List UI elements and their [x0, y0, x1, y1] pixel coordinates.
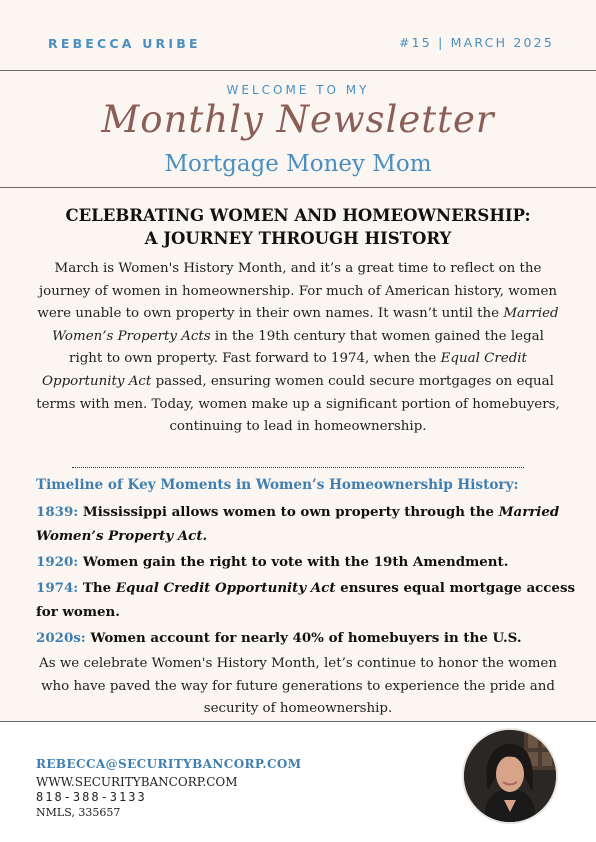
phone-number[interactable]: 818-388-3133 [36, 790, 147, 804]
newsletter-subtitle: Mortgage Money Mom [164, 151, 432, 177]
masthead-divider [0, 187, 596, 188]
timeline-text: Mississippi allows women to own property through the [78, 504, 499, 520]
timeline-emphasis: Married Women’s Property Act. [36, 504, 560, 544]
dotted-divider [72, 467, 524, 468]
article-headline [0, 204, 596, 250]
timeline-year: 1839: [36, 504, 79, 520]
timeline-heading: Timeline of Key Moments in Women’s Homeownership History: [36, 477, 519, 493]
author-name: REBECCA URIBE [48, 36, 201, 51]
timeline-year: 1974: [36, 580, 79, 596]
intro-text-1: March is Women's History Month, and it’s a great time to reflect on the journey of women in homeownership. For much of American history, women were unable to own property in their own names. It wasn’t until the [37, 261, 557, 322]
timeline-text-tail: ensures equal mortgage access for women. [36, 580, 576, 620]
header-divider [0, 70, 596, 71]
welcome-text: WELCOME TO MY [226, 83, 370, 97]
timeline-item [36, 500, 576, 548]
issue-date: #15 | MARCH 2025 [398, 35, 554, 50]
intro-paragraph [34, 258, 562, 439]
avatar [464, 730, 556, 822]
timeline-list [36, 500, 576, 652]
timeline-emphasis: Equal Credit Opportunity Act [115, 580, 336, 596]
timeline-text: Women account for nearly 40% of homebuyers in the U.S. [85, 630, 522, 646]
timeline-item [36, 626, 576, 650]
timeline-item [36, 550, 576, 574]
intro-text-3: passed, ensuring women could secure mortgages on equal terms with men. Today, women make up a significant portion of homebuyers, continuing to lead in homeownership. [36, 373, 560, 435]
headline-line-1: CELEBRATING WOMEN AND HOMEOWNERSHIP: [65, 206, 531, 225]
timeline-year: 1920: [36, 554, 79, 570]
timeline-text: Women gain the right to vote with the 19th Amendment. [78, 554, 509, 570]
timeline-year: 2020s: [36, 630, 86, 646]
closing-paragraph: As we celebrate Women's History Month, let’s continue to honor the women who have paved the way for future generations to experience the pride and security of homeownership. [39, 656, 557, 716]
newsletter-title: Monthly Newsletter [101, 98, 495, 141]
intro-emphasis-2: Equal Credit Opportunity Act [42, 351, 527, 389]
portrait-image [464, 730, 556, 822]
website-link[interactable]: WWW.SECURITYBANCORP.COM [36, 775, 238, 789]
headline-line-2: A JOURNEY THROUGH HISTORY [144, 229, 452, 248]
intro-text-2: in the 19th century that women gained the legal right to own property. Fast forward to 1974, when the [69, 328, 544, 367]
timeline-item [36, 576, 576, 624]
email-link[interactable]: REBECCA@SECURITYBANCORP.COM [36, 757, 302, 771]
nmls-number: NMLS, 335657 [36, 806, 121, 819]
intro-emphasis-1: Married Women’s Property Acts [52, 306, 559, 344]
timeline-text: The [78, 580, 116, 596]
